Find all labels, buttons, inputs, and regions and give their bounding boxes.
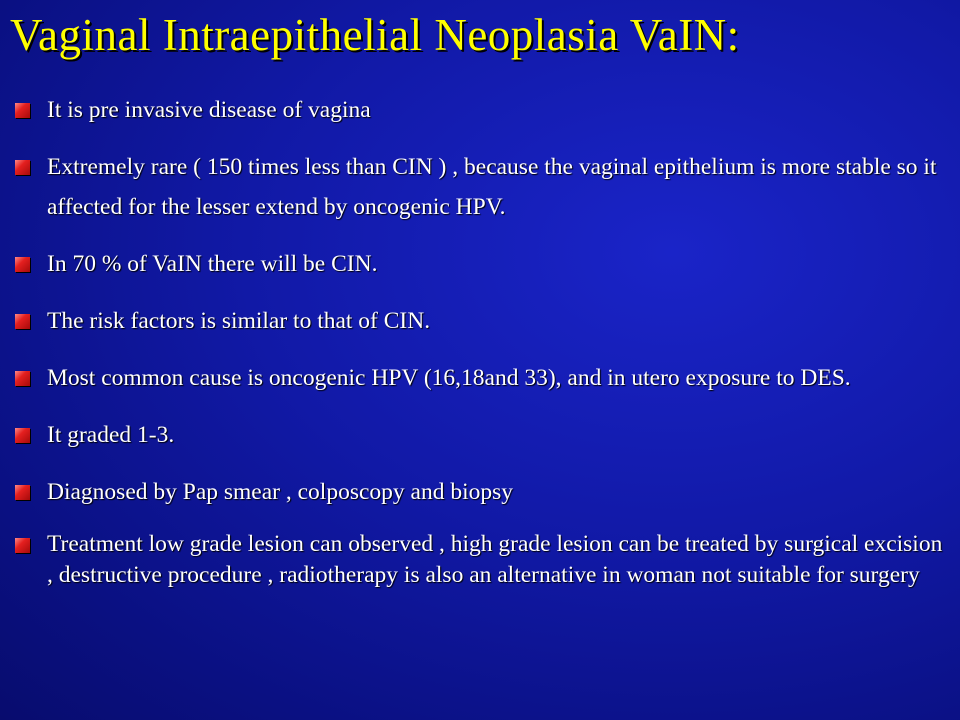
bullet-item-grading: [15, 415, 945, 455]
red-square-bullet-icon: [15, 538, 30, 553]
red-square-bullet-icon: [15, 428, 30, 443]
bullet-text: Extremely rare ( 150 times less than CIN ) , because the vaginal epithelium is more stable so it affected for the lesser extend by oncogenic HPV.: [47, 154, 937, 220]
bullet-text: Treatment low grade lesion can observed , high grade lesion can be treated by surgical excision , destructive procedure , radiotherapy is also an alternative in woman not suitable for surgery: [47, 531, 943, 588]
red-square-bullet-icon: [15, 103, 30, 118]
red-square-bullet-icon: [15, 314, 30, 329]
bullet-text: It graded 1-3.: [47, 422, 175, 448]
bullet-text: Most common cause is oncogenic HPV (16,18and 33), and in utero exposure to DES.: [47, 365, 851, 391]
bullet-text: Diagnosed by Pap smear , colposcopy and biopsy: [47, 479, 514, 505]
red-square-bullet-icon: [15, 485, 30, 500]
bullet-item-risk-factors: [15, 301, 945, 341]
bullet-text: In 70 % of VaIN there will be CIN.: [47, 251, 378, 277]
bullet-list: [15, 90, 945, 608]
red-square-bullet-icon: [15, 257, 30, 272]
bullet-text: The risk factors is similar to that of CIN.: [47, 308, 431, 334]
slide-title: Vaginal Intraepithelial Neoplasia VaIN:: [10, 10, 740, 60]
bullet-item-cause: [15, 358, 945, 398]
bullet-item-diagnosis: [15, 472, 945, 512]
bullet-item-treatment: [15, 529, 945, 591]
red-square-bullet-icon: [15, 160, 30, 175]
bullet-item-cin-association: [15, 244, 945, 284]
bullet-text: It is pre invasive disease of vagina: [47, 97, 371, 123]
bullet-item-rarity: [15, 147, 945, 227]
red-square-bullet-icon: [15, 371, 30, 386]
bullet-item-definition: [15, 90, 945, 130]
